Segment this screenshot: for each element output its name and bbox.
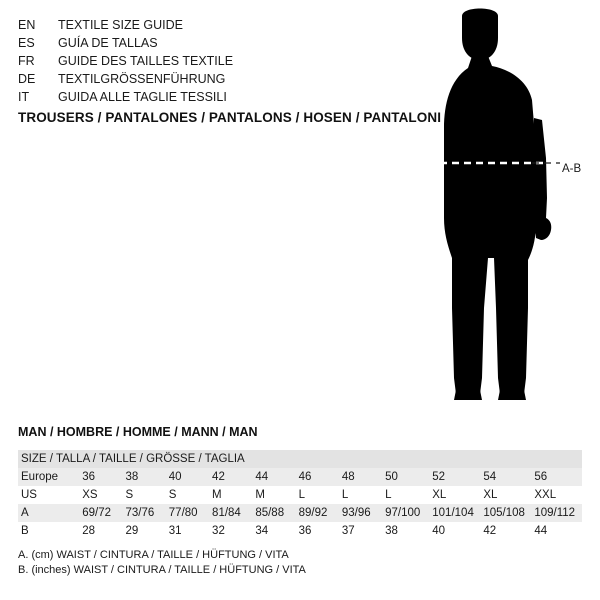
cell-europe-3: 42 [209,468,252,486]
size-table-head [18,450,582,468]
cell-b-2: 31 [166,522,209,540]
language-header-block [18,16,398,106]
figure-illustration [400,8,600,408]
row-label-us: US [18,486,79,504]
language-code-en: EN [18,18,36,32]
size-table-body [18,468,582,540]
cell-us-5: L [296,486,339,504]
measure-label-ab: A-B [562,163,582,175]
cell-us-2: S [166,486,209,504]
cell-b-9: 42 [480,522,531,540]
table-row [18,504,582,522]
language-text-it: GUIDA ALLE TAGLIE TESSILI [58,90,227,104]
cell-b-8: 40 [429,522,480,540]
cell-europe-2: 40 [166,468,209,486]
language-code-fr: FR [18,54,35,68]
table-title: MAN / HOMBRE / HOMME / MANN / MAN [18,425,258,439]
language-text-es: GUÍA DE TALLAS [58,36,158,50]
language-row-de [18,70,398,88]
size-table-header-label: SIZE / TALLA / TAILLE / GRÖSSE / TAGLIA [18,450,582,468]
table-row [18,468,582,486]
cell-a-2: 77/80 [166,504,209,522]
cell-us-1: S [123,486,166,504]
cell-us-0: XS [79,486,122,504]
language-code-it: IT [18,90,30,104]
cell-b-5: 36 [296,522,339,540]
row-label-b: B [18,522,79,540]
cell-us-8: XL [429,486,480,504]
cell-europe-1: 38 [123,468,166,486]
size-table [18,450,582,540]
cell-europe-8: 52 [429,468,480,486]
cell-us-4: M [252,486,295,504]
category-title: TROUSERS / PANTALONES / PANTALONS / HOSEN / PANTALONI [18,110,442,125]
cell-europe-5: 46 [296,468,339,486]
language-row-it [18,88,398,106]
cell-a-8: 101/104 [429,504,480,522]
cell-a-4: 85/88 [252,504,295,522]
cell-europe-0: 36 [79,468,122,486]
table-row [18,522,582,540]
cell-b-6: 37 [339,522,382,540]
cell-europe-6: 48 [339,468,382,486]
row-label-europe: Europe [18,468,79,486]
cell-b-0: 28 [79,522,122,540]
cell-a-7: 97/100 [382,504,429,522]
language-text-fr: GUIDE DES TAILLES TEXTILE [58,54,234,68]
cell-a-10: 109/112 [531,504,582,522]
cell-a-1: 73/76 [123,504,166,522]
cell-a-9: 105/108 [480,504,531,522]
language-code-de: DE [18,72,36,86]
cell-a-0: 69/72 [79,504,122,522]
cell-b-10: 44 [531,522,582,540]
footnote-a: A. (cm) WAIST / CINTURA / TAILLE / HÜFTUNG / VITA [18,549,289,561]
row-label-a: A [18,504,79,522]
table-row [18,486,582,504]
cell-b-4: 34 [252,522,295,540]
language-row-en [18,16,398,34]
cell-us-7: L [382,486,429,504]
male-silhouette-icon [400,8,600,408]
cell-b-7: 38 [382,522,429,540]
cell-a-5: 89/92 [296,504,339,522]
cell-b-1: 29 [123,522,166,540]
cell-europe-4: 44 [252,468,295,486]
table-header-row [18,450,582,468]
language-row-es [18,34,398,52]
cell-us-10: XXL [531,486,582,504]
cell-a-6: 93/96 [339,504,382,522]
cell-us-9: XL [480,486,531,504]
cell-europe-10: 56 [531,468,582,486]
language-code-es: ES [18,36,35,50]
cell-europe-7: 50 [382,468,429,486]
footnote-b: B. (inches) WAIST / CINTURA / TAILLE / HÜFTUNG / VITA [18,564,306,576]
language-text-de: TEXTILGRÖSSENFÜHRUNG [58,72,226,86]
language-row-fr [18,52,398,70]
language-text-en: TEXTILE SIZE GUIDE [58,18,184,32]
cell-us-6: L [339,486,382,504]
cell-us-3: M [209,486,252,504]
cell-a-3: 81/84 [209,504,252,522]
cell-b-3: 32 [209,522,252,540]
cell-europe-9: 54 [480,468,531,486]
footnotes-block [18,548,306,578]
